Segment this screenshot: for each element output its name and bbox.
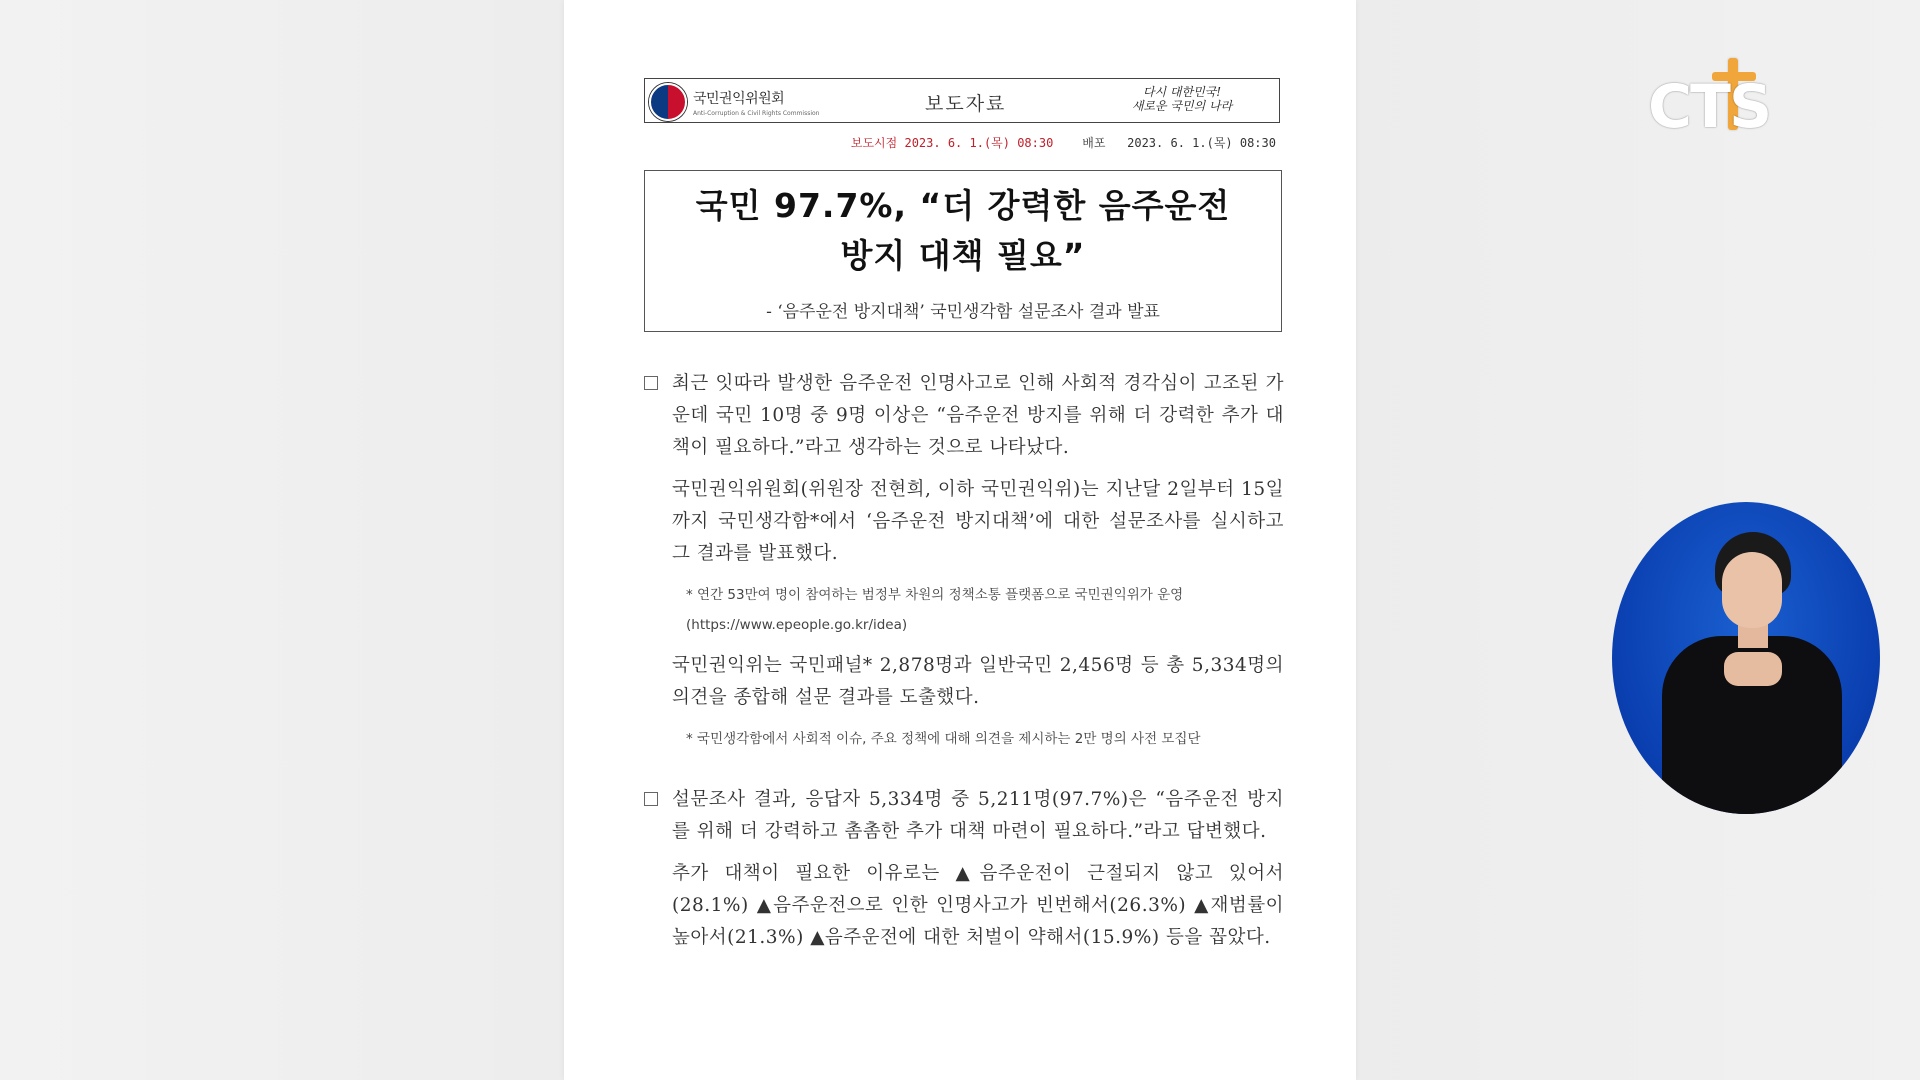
sign-language-interpreter [1612,502,1880,814]
paragraph-5: 추가 대책이 필요한 이유로는 ▲음주운전이 근절되지 않고 있어서(28.1%) ▲음주운전으로 인한 인명사고가 빈번해서(26.3%) ▲재범률이 높아서(21.3%) ▲음주운전에 대한 처벌이 약해서(15.9%) 등을 꼽았다. [672,863,1284,948]
logo-text: CTS [1648,72,1771,142]
press-header [644,78,1280,123]
org-name-ko: 국민권익위원회 [693,90,785,107]
slogan [1107,85,1257,113]
distribution-time: 2023. 6. 1.(목) 08:30 [1127,136,1276,150]
press-release-label: 보도자료 [925,93,1007,115]
headline-line1: 국민 97.7%, “더 강력한 음주운전 [695,186,1231,225]
slogan-line2: 새로운 국민의 나라 [1131,99,1233,113]
headline [645,181,1281,281]
title-box [644,170,1282,332]
paragraph-1: 최근 잇따라 발생한 음주운전 인명사고로 인해 사회적 경각심이 고조된 가운데 국민 10명 중 9명 이상은 “음주운전 방지를 위해 더 강력한 추가 대책이 필요하다.”라고 생각하는 것으로 나타났다. [640,368,1284,464]
footnote-2: * 국민생각함에서 사회적 이슈, 주요 정책에 대해 의견을 제시하는 2만 명의 사전 모집단 [686,731,1201,747]
article-body [640,368,1284,954]
paragraph-3: 국민권익위는 국민패널* 2,878명과 일반국민 2,456명 등 총 5,334명의 의견을 종합해 설문 결과를 도출했다. [672,655,1284,708]
release-info [644,134,1276,151]
footnote-1: * 연간 53만여 명이 참여하는 범정부 차원의 정책소통 플랫폼으로 국민권익위가 운영(https://www.epeople.go.kr/idea) [686,587,1184,633]
org-logo [649,83,819,121]
paragraph-2: 국민권익위원회(위원장 전현희, 이하 국민권익위)는 지난달 2일부터 15일까지 국민생각함*에서 ‘음주운전 방지대책’에 대한 설문조사를 실시하고 그 결과를 발표했다. [672,479,1284,564]
slogan-line1: 다시 대한민국! [1142,85,1222,99]
taegeuk-emblem-icon [649,83,687,121]
distribution-label: 배포 [1082,136,1106,150]
document-page [564,0,1356,1080]
cts-broadcaster-logo [1648,58,1788,142]
release-label: 보도시점 [850,136,898,150]
org-name-en: Anti-Corruption & Civil Rights Commission [693,109,820,117]
paragraph-4: 설문조사 결과, 응답자 5,334명 중 5,211명(97.7%)은 “음주운전 방지를 위해 더 강력하고 촘촘한 추가 대책 마련이 필요하다.”라고 답변했다. [640,784,1284,848]
headline-line2: 방지 대책 필요” [840,236,1086,275]
checkbox-bullet-icon [644,376,658,390]
checkbox-bullet-icon [644,792,658,806]
subheadline: - ‘음주운전 방지대책’ 국민생각함 설문조사 결과 발표 [766,302,1160,322]
release-time: 2023. 6. 1.(목) 08:30 [904,136,1054,150]
